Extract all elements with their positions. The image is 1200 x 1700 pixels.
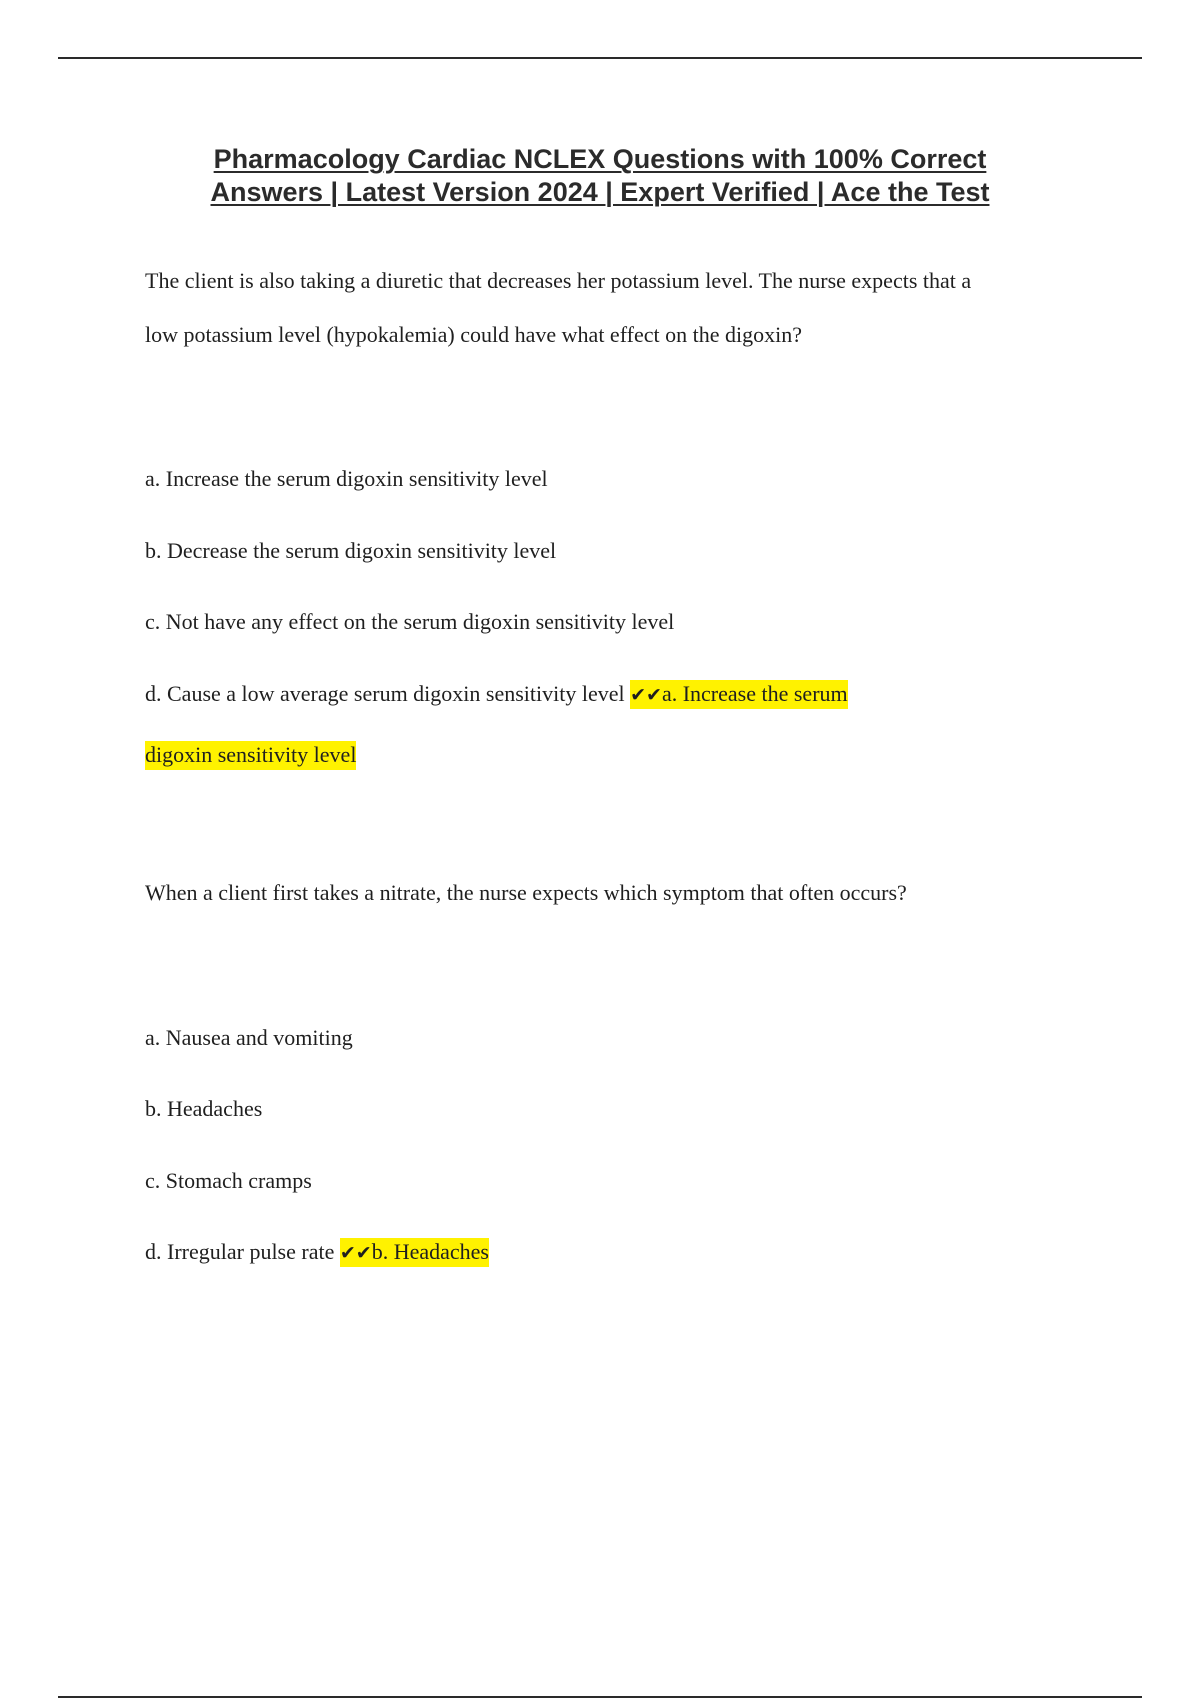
title-line-1: Pharmacology Cardiac NCLEX Questions with 100% Correct (213, 144, 987, 174)
question-2-option-d-line (145, 1239, 489, 1266)
question-2-answer-line-1: b. Headaches (371, 1239, 489, 1264)
question-1-option-d: d. Cause a low average serum digoxin sensitivity level (145, 681, 625, 706)
question-2-answer-highlight (340, 1238, 489, 1267)
question-1-stem-line-2: low potassium level (hypokalemia) could have what effect on the digoxin? (145, 322, 802, 347)
question-2-option-a: a. Nausea and vomiting (145, 1025, 353, 1050)
question-1-option-b: b. Decrease the serum digoxin sensitivity level (145, 538, 557, 563)
check-mark-icon: ✔✔ (339, 1242, 372, 1264)
question-2-option-d: d. Irregular pulse rate (145, 1239, 335, 1264)
question-1-answer-line-2: digoxin sensitivity level (145, 741, 356, 770)
question-1-option-d-line (145, 681, 848, 708)
check-mark-icon: ✔✔ (630, 684, 662, 706)
question-2-option-b: b. Headaches (145, 1096, 263, 1121)
question-1-option-c: c. Not have any effect on the serum digoxin sensitivity level (145, 609, 675, 634)
bottom-rule (58, 1696, 1142, 1698)
question-1-answer-continuation (145, 742, 356, 768)
question-1-stem-line-1: The client is also taking a diuretic that decreases her potassium level. The nurse expects that a (145, 268, 972, 293)
top-rule (58, 57, 1142, 59)
question-1-option-a: a. Increase the serum digoxin sensitivity level (145, 466, 548, 491)
question-2-option-c: c. Stomach cramps (145, 1168, 312, 1193)
question-1-answer-line-1: a. Increase the serum (661, 681, 848, 706)
question-1-answer-highlight (630, 680, 848, 709)
question-2-stem-line-1: When a client first takes a nitrate, the nurse expects which symptom that often occurs? (145, 880, 907, 905)
document-title (120, 143, 1080, 209)
title-line-2: Answers | Latest Version 2024 | Expert Verified | Ace the Test (210, 177, 990, 207)
